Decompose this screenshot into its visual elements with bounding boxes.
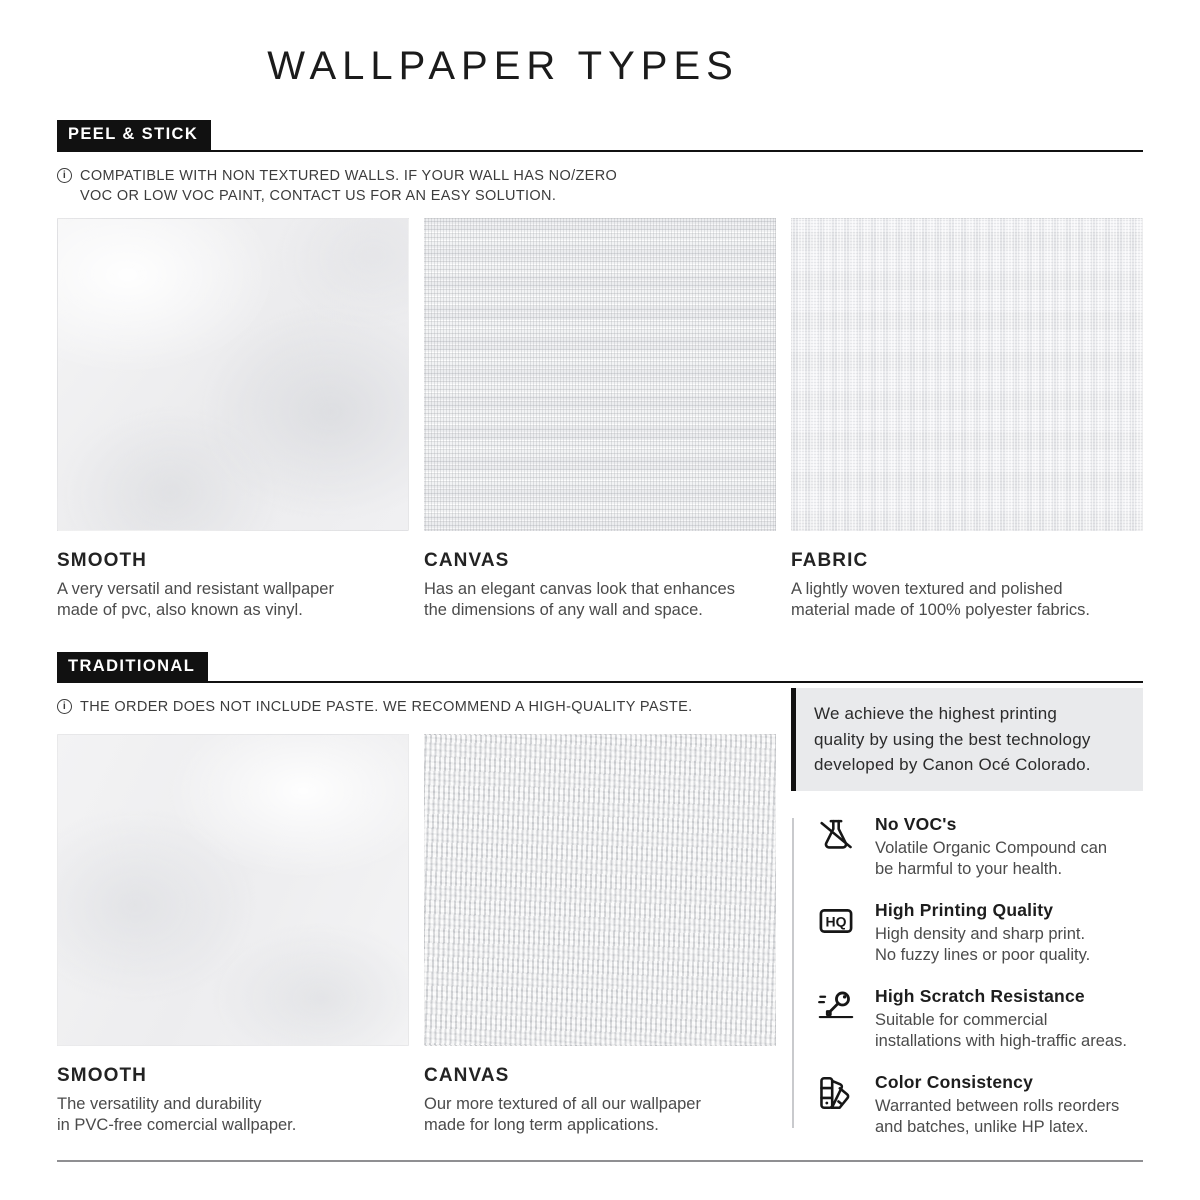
card-caption (57, 1065, 409, 1137)
peel-stick-section-header (57, 120, 1143, 152)
peel-stick-label: PEEL & STICK (57, 120, 211, 150)
feature-desc-line-1: Warranted between rolls reorders (875, 1097, 1120, 1116)
feature-description (875, 924, 1090, 966)
swatch-title: CANVAS (424, 1064, 510, 1086)
color-swatch-fan-icon (816, 1072, 858, 1138)
page-title: WALLPAPER TYPES (267, 44, 739, 88)
feature-high-printing-quality (816, 900, 1143, 966)
card-traditional-canvas (424, 734, 776, 1137)
swatch-description (424, 579, 776, 622)
printing-tech-callout (791, 688, 1143, 791)
card-caption (57, 550, 409, 622)
desc-line-1: The versatility and durability (57, 1094, 262, 1113)
note-line-2: VOC OR LOW VOC PAINT, CONTACT US FOR AN EASY SOLUTION. (80, 188, 557, 205)
smooth-texture-swatch (57, 734, 409, 1046)
swatch-title: FABRIC (791, 549, 869, 571)
swatch-title: SMOOTH (57, 1064, 147, 1086)
printing-quality-sidebar (791, 683, 1143, 1138)
feature-title: High Printing Quality (875, 899, 1054, 920)
swatch-description (57, 579, 409, 622)
feature-desc-line-1: High density and sharp print. (875, 924, 1086, 943)
feature-desc-line-1: Volatile Organic Compound can (875, 838, 1108, 857)
desc-line-2: in PVC-free comercial wallpaper. (57, 1116, 297, 1135)
card-peel-stick-fabric (791, 218, 1143, 622)
canvas-texture-swatch (424, 218, 776, 531)
swatch-description (57, 1094, 409, 1137)
desc-line-2: the dimensions of any wall and space. (424, 601, 703, 620)
feature-title: No VOC's (875, 813, 957, 834)
desc-line-1: Has an elegant canvas look that enhances (424, 579, 735, 598)
feature-list (791, 814, 1143, 1139)
traditional-content (57, 683, 776, 1138)
note-text (80, 166, 617, 207)
card-peel-stick-smooth (57, 218, 409, 622)
feature-description (875, 1010, 1127, 1052)
feature-high-scratch-resistance (816, 986, 1143, 1052)
svg-text:HQ: HQ (825, 913, 847, 930)
note-line-1: COMPATIBLE WITH NON TEXTURED WALLS. IF YOUR WALL HAS NO/ZERO (80, 167, 618, 184)
card-peel-stick-canvas (424, 218, 776, 622)
desc-line-1: A lightly woven textured and polished (791, 579, 1063, 598)
card-traditional-smooth (57, 734, 409, 1137)
swatch-title: CANVAS (424, 549, 510, 571)
traditional-and-sidebar-area (57, 683, 1143, 1138)
feature-desc-line-1: Suitable for commercial (875, 1010, 1048, 1029)
hq-badge-icon (816, 900, 858, 966)
card-caption (424, 1065, 776, 1137)
feature-color-consistency (816, 1072, 1143, 1138)
fabric-texture-swatch (791, 218, 1143, 531)
callout-line-2: quality by using the best technology (814, 729, 1091, 749)
canvas-texture-swatch (424, 734, 776, 1046)
traditional-swatch-grid (57, 734, 776, 1137)
feature-desc-line-2: be harmful to your health. (875, 859, 1063, 878)
feature-description (875, 1096, 1119, 1138)
traditional-note (57, 697, 776, 718)
peel-stick-swatch-grid (57, 218, 1143, 622)
feature-desc-line-2: and batches, unlike HP latex. (875, 1118, 1089, 1137)
card-caption (791, 550, 1143, 622)
feature-text (875, 986, 1127, 1052)
desc-line-1: Our more textured of all our wallpaper (424, 1094, 701, 1113)
note-line-1: THE ORDER DOES NOT INCLUDE PASTE. WE RECOMMEND A HIGH-QUALITY PASTE. (80, 699, 693, 716)
swatch-title: SMOOTH (57, 549, 147, 571)
desc-line-2: made for long term applications. (424, 1116, 659, 1135)
feature-text (875, 1072, 1119, 1138)
traditional-label: TRADITIONAL (57, 652, 208, 682)
card-caption (424, 550, 776, 622)
info-icon: i (57, 168, 72, 183)
info-icon: i (57, 699, 72, 714)
traditional-section-header (57, 652, 1143, 684)
feature-title: Color Consistency (875, 1072, 1034, 1093)
no-voc-flask-icon (816, 814, 858, 880)
feature-desc-line-2: installations with high-traffic areas. (875, 1032, 1127, 1051)
bottom-divider (57, 1160, 1143, 1162)
infographic-page (0, 44, 1200, 1200)
feature-title: High Scratch Resistance (875, 985, 1085, 1006)
feature-text (875, 900, 1090, 966)
callout-line-3: developed by Canon Océ Colorado. (814, 755, 1091, 775)
note-text (80, 697, 692, 718)
feature-description (875, 838, 1107, 880)
feature-desc-line-2: No fuzzy lines or poor quality. (875, 945, 1091, 964)
swatch-description (791, 579, 1143, 622)
callout-line-1: We achieve the highest printing (814, 704, 1058, 724)
feature-no-vocs (816, 814, 1143, 880)
desc-line-2: made of pvc, also known as vinyl. (57, 601, 303, 620)
key-scratch-icon (816, 986, 858, 1052)
swatch-description (424, 1094, 776, 1137)
feature-text (875, 814, 1107, 880)
desc-line-2: material made of 100% polyester fabrics. (791, 601, 1090, 620)
callout-text (796, 688, 1143, 791)
desc-line-1: A very versatil and resistant wallpaper (57, 579, 334, 598)
peel-stick-note (57, 166, 1143, 207)
smooth-texture-swatch (57, 218, 409, 531)
